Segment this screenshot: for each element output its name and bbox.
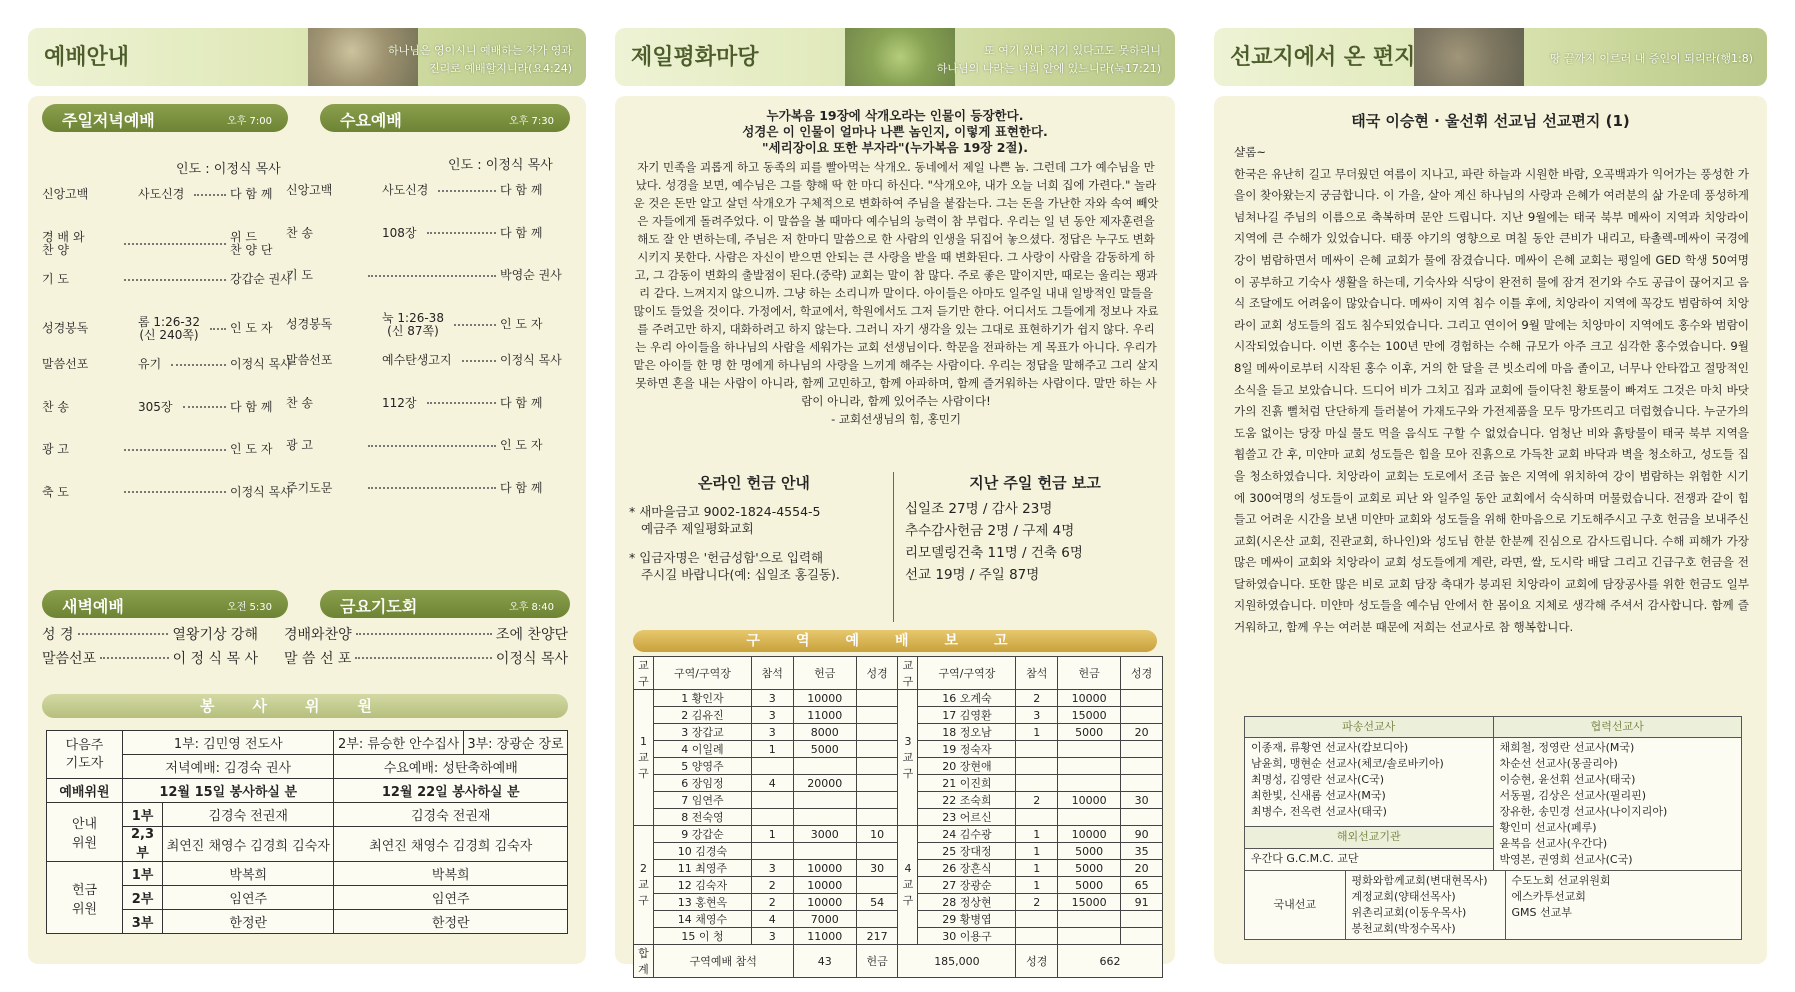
volunteers-title: 봉사위원	[42, 694, 568, 718]
leader-dots	[124, 449, 226, 451]
district-area: 4 교 구	[898, 826, 918, 945]
table-cell: 2	[751, 894, 793, 911]
district-area: 3 교 구	[898, 690, 918, 826]
table-cell: 4 이일례	[654, 741, 752, 758]
order-row	[286, 397, 570, 410]
table-cell: 1	[1016, 860, 1058, 877]
column-header: 헌금	[1058, 657, 1121, 690]
table-cell: 23 어르신	[918, 809, 1016, 826]
order-label: 광 고	[42, 442, 69, 456]
order-item: 305장	[138, 399, 173, 414]
table-cell: 1	[1016, 843, 1058, 860]
table-cell: 30	[1121, 792, 1163, 809]
leader-dots	[210, 328, 226, 330]
order-label: 성경봉독	[286, 317, 333, 331]
order-person: 인 도 자	[500, 317, 543, 331]
peace-panel	[615, 96, 1175, 976]
mission-verse: 땅 끝까지 이르러 내 증인이 되리라(행1:8)	[1549, 52, 1753, 65]
table-cell: 12 김숙자	[654, 877, 752, 894]
table-cell	[1058, 809, 1121, 826]
list-item: 장유한, 송민경 선교사(나이지리아)	[1499, 805, 1668, 818]
total-money: 185,000	[898, 945, 1016, 978]
table-cell	[1016, 928, 1058, 945]
table-cell	[1058, 775, 1121, 792]
leader-dots	[194, 194, 226, 196]
order-person: 다 함 께	[230, 187, 273, 201]
list-item: 평화와함께교회(변대현목사)	[1351, 874, 1488, 887]
table-cell: 11 최영주	[654, 860, 752, 877]
table-cell	[1121, 758, 1163, 775]
table-cell: 10000	[1058, 826, 1121, 843]
table-cell	[1121, 911, 1163, 928]
total-money_label: 헌금	[856, 945, 898, 978]
leader-dots	[462, 360, 496, 362]
leader-dots	[368, 275, 496, 277]
table-cell: 10000	[793, 894, 856, 911]
order-row	[42, 648, 258, 668]
table-cell: 35	[1121, 843, 1163, 860]
order-row	[42, 443, 300, 456]
total-attend_label: 구역예배 참석	[654, 945, 794, 978]
list-item: 최한빛, 신새롬 선교사(M국)	[1251, 789, 1386, 802]
leader-dots	[356, 633, 492, 635]
table-cell: 2 김유진	[654, 707, 752, 724]
table-cell: 10000	[793, 690, 856, 707]
order-label: 찬 송	[286, 225, 313, 240]
table-cell: 13 홍현옥	[654, 894, 752, 911]
table-cell: 5000	[1058, 860, 1121, 877]
list-item: 황인미 선교사(페루)	[1499, 821, 1597, 834]
order-label: 말씀선포	[42, 651, 97, 667]
table-row	[634, 690, 1163, 707]
order-person: 위 드 찬 양 단	[230, 229, 273, 257]
letter-title: 태국 이승현 · 울선휘 선교님 선교편지 (1)	[1351, 112, 1630, 130]
table-cell: 3	[751, 690, 793, 707]
leader-dots	[355, 657, 491, 659]
missionary-table: 파송선교사 협력선교사 이종재, 류황연 선교사(캄보디아) 남윤희, 맹현순 선교사(체코/솔로바키아) 최명성, 김영란 선교사(C국) 최한빛, 신새롬 선교사(M국) 최병수, 전옥련 선교사(태국) 채희철, 정영란 선교사(M국) 차순선 선교사(몽골리아) 이승현, 윤선휘 선교사(태국) 서동필, 김상은 선교사(필리핀) 장유한, 송민경 선교사(나이지리아) 황인미 선교사(페루) 윤복음 선교사(우간다) 박영본, 권영희 선교사(C국) 해외선교기관 우간다 G.C.M.C. 교단 국내선교 평화와함께교회(변대현목사) 계정교회(양태선목사) 위촌리교회(이동우목사) 봉천교회(박정수목사) 수도노회 선교위원회 에스카투선교회 GMS 선교부	[1244, 716, 1742, 940]
leader-dots	[78, 633, 169, 635]
leader-dots	[124, 279, 226, 281]
list-item: 이종재, 류황연 선교사(캄보디아)	[1251, 741, 1409, 754]
table-cell	[856, 707, 898, 724]
table-cell	[793, 758, 856, 775]
domestic-missions: 국내선교 평화와함께교회(변대현목사) 계정교회(양태선목사) 위촌리교회(이동우목사) 봉천교회(박정수목사) 수도노회 선교위원회 에스카투선교회 GMS 선교부	[1245, 871, 1741, 939]
table-cell: 2	[1016, 690, 1058, 707]
list-item: 수도노회 선교위원회	[1511, 874, 1611, 887]
column-header: 성경	[856, 657, 898, 690]
column-header: 교구	[634, 657, 654, 690]
column-header: 성경	[1121, 657, 1163, 690]
table-cell: 3	[1016, 707, 1058, 724]
table-cell: 90	[1121, 826, 1163, 843]
table-cell: 9 강갑순	[654, 826, 752, 843]
order-label: 말씀선포	[286, 353, 333, 367]
list-item: 서동필, 김상은 선교사(필리핀)	[1499, 789, 1647, 802]
table-cell	[856, 911, 898, 928]
peace-verse: 또 여기 있다 저기 있다고도 못하리니 하나님의 나라는 너희 안에 있느니라(눅17:21)	[936, 44, 1161, 75]
worship-column	[28, 28, 586, 931]
table-cell	[856, 758, 898, 775]
order-row	[284, 624, 568, 644]
total-label: 합계	[634, 945, 654, 978]
table-cell: 26 장흔식	[918, 860, 1016, 877]
table-cell: 54	[856, 894, 898, 911]
header-photo	[1414, 28, 1524, 86]
table-cell: 21 이진희	[918, 775, 1016, 792]
table-cell: 8 전숙영	[654, 809, 752, 826]
order-item: 사도신경	[382, 183, 429, 197]
table-cell: 7 임연주	[654, 792, 752, 809]
table-cell: 1	[1016, 877, 1058, 894]
order-person: 열왕기상 강해	[172, 627, 258, 643]
table-cell: 15 이 청	[654, 928, 752, 945]
table-cell	[1016, 911, 1058, 928]
district-title: 구역예배보고	[633, 630, 1157, 652]
order-person: 박영순 권사	[500, 268, 562, 282]
order-row	[286, 482, 570, 495]
table-cell: 217	[856, 928, 898, 945]
table-cell	[1121, 809, 1163, 826]
worship-panel	[28, 96, 586, 964]
list-item: 위촌리교회(이동우목사)	[1351, 906, 1467, 919]
leader-dots	[427, 232, 497, 234]
list-item: 차순선 선교사(몽골리아)	[1499, 757, 1618, 770]
table-cell: 10000	[793, 877, 856, 894]
partner-missionaries	[1493, 738, 1742, 871]
table-cell: 22 조숙희	[918, 792, 1016, 809]
table-cell	[1058, 928, 1121, 945]
mission-panel	[1214, 96, 1767, 964]
table-cell: 10 김경숙	[654, 843, 752, 860]
list-item: 이승현, 윤선휘 선교사(태국)	[1499, 773, 1636, 786]
order-person: 다 함 께	[500, 225, 543, 240]
list-item: 최명성, 김영란 선교사(C국)	[1251, 773, 1385, 786]
peace-title: 제일평화마당	[631, 45, 759, 70]
order-label: 성경봉독	[42, 321, 89, 335]
order-row	[42, 486, 300, 499]
leader-dots	[427, 402, 497, 404]
list-item: 윤복음 선교사(우간다)	[1499, 837, 1608, 850]
dawn-pill: 새벽예배 오전 5:30	[42, 590, 288, 618]
order-row	[286, 184, 570, 197]
order-item: 눅 1:26-38 (신 87쪽)	[382, 310, 444, 338]
order-item: 유기	[138, 357, 162, 371]
sunday-evening-pill: 주일저녁예배 오후 7:00	[42, 104, 288, 132]
mission-title: 선교지에서 온 편지	[1230, 45, 1416, 70]
table-cell: 11000	[793, 928, 856, 945]
order-row	[286, 354, 570, 367]
order-label: 경배와찬양	[284, 627, 352, 643]
table-cell: 30 이용구	[918, 928, 1016, 945]
table-cell: 8000	[793, 724, 856, 741]
order-label: 찬 송	[286, 395, 313, 410]
list-item: GMS 선교부	[1511, 906, 1572, 919]
table-cell: 2	[1016, 894, 1058, 911]
table-cell	[856, 724, 898, 741]
leader-dots	[100, 657, 168, 659]
order-row	[42, 358, 300, 371]
table-cell: 27 장광순	[918, 877, 1016, 894]
table-cell	[1058, 911, 1121, 928]
table-cell	[1058, 741, 1121, 758]
offering-report: 지난 주일 헌금 보고 십일조 27명 / 감사 23명 추수감사헌금 2명 / 구제 4명 리모델링건축 11명 / 건축 6명 선교 19명 / 주일 87명	[905, 474, 1101, 583]
table-cell	[1016, 775, 1058, 792]
table-cell: 10000	[793, 860, 856, 877]
table-cell	[856, 843, 898, 860]
table-cell	[751, 809, 793, 826]
order-item: 사도신경	[138, 187, 185, 201]
mission-header	[1214, 28, 1767, 86]
list-item: 남윤희, 맹현순 선교사(체코/솔로바키아)	[1251, 757, 1444, 770]
table-cell: 25 장대정	[918, 843, 1016, 860]
table-cell: 15000	[1058, 707, 1121, 724]
table-cell: 3	[751, 928, 793, 945]
table-cell: 10000	[1058, 792, 1121, 809]
order-row	[286, 269, 570, 282]
order-item: 롬 1:26-32 (신 240쪽)	[138, 314, 200, 342]
order-person: 인 도 자	[500, 438, 543, 452]
table-cell: 18 정오남	[918, 724, 1016, 741]
order-label: 말씀선포	[42, 357, 89, 371]
order-person: 다 함 께	[500, 183, 543, 197]
leader-dots	[124, 243, 226, 245]
friday-pill: 금요기도회 오후 8:40	[320, 590, 570, 618]
peace-header	[615, 28, 1175, 86]
order-label: 성 경	[42, 627, 74, 643]
table-cell: 5000	[1058, 877, 1121, 894]
mission-column	[1214, 28, 1767, 935]
table-cell	[856, 775, 898, 792]
table-cell: 6 장임정	[654, 775, 752, 792]
column-header: 헌금	[793, 657, 856, 690]
table-cell	[856, 690, 898, 707]
order-row	[42, 273, 300, 286]
worship-verse: 하나님은 영이시니 예배하는 자가 영과 진리로 예배할지니라(요4:24)	[387, 44, 572, 75]
table-cell	[1121, 690, 1163, 707]
order-person: 다 함 께	[500, 395, 543, 410]
table-cell: 3	[751, 707, 793, 724]
table-cell	[1121, 775, 1163, 792]
table-cell: 1 황인자	[654, 690, 752, 707]
table-cell: 3	[751, 724, 793, 741]
order-person: 이정식 목사	[230, 484, 292, 499]
order-person: 이정식 목사	[500, 353, 562, 367]
order-row	[42, 624, 258, 644]
order-person: 이정식 목사	[495, 651, 568, 667]
column-header: 교구	[898, 657, 918, 690]
table-cell: 5 양영주	[654, 758, 752, 775]
list-item: 채희철, 정영란 선교사(M국)	[1499, 741, 1635, 754]
order-row	[42, 316, 300, 342]
order-label: 광 고	[286, 438, 313, 452]
order-row	[286, 312, 570, 338]
order-item: 예수탄생고지	[382, 353, 452, 367]
table-cell: 1	[751, 741, 793, 758]
table-cell	[856, 877, 898, 894]
table-cell: 17 김영환	[918, 707, 1016, 724]
district-table	[633, 656, 1163, 978]
peace-article: 자기 민족을 괴롭게 하고 동족의 피를 빨아먹는 삭개오. 동네에서 제일 나쁜 놈. 그런데 그가 예수님을 만났다. 성경을 보면, 예수님은 그를 향해 딱 한 마디 하신다. "삭개오야, 내가 오늘 너희 집에 가련다." 놀라운 것은 돈만 알고 살던 삭개오가 구체적으로 변화하여 주님을 붙잡는다. 그는 돈을 가난한 자와 속여 빼앗은 자들에게 돌려주었다. 이 말씀을 볼 때마다 예수님의 능력이 참 부럽다. 우리는 일 년 동안 제자훈련을 해도 잘 안 변하는데, 주님은 저 한마디 말씀으로 한 사람의 인생을 뒤집어 놓으셨다. 정답은 누구도 변화시키지 못한다. 사람은 자신이 받으면 안되는 큰 사랑을 받을 때 변화된다. 그 사랑이 사람을 감동하게 하고, 그 감동이 변화의 출발점이 된다.(중략) 교회는 말이 참 많다. 주로 좋은 말이지만, 때로는 울리는 꽹과리 같다. 느껴지지 않으니까. 그냥 하는 소리니까 말이다. 아이들은 아마도 일주일 내내 일방적인 말들을 많이도 들었을 것이다. 가정에서, 학교에서, 학원에서도 그저 듣기만 한다. 어디서도 그들에게 정보나 자료를 주려고만 하지, 대화하려고 하지 않는다. 그러니 자기 생각을 있는 그대로 표현하기가 쉽지 않다. 우리는 우리 아이들을 하나님의 사람을 세워가는 교회 선생님이다. 학문을 전파하는 게 목표가 아니다. 우리가 맡은 아이들 한 명 한 명에게 하나님의 사랑을 느끼게 해주는 사람이다. 우리는 정답을 말해주고 그리 살지 못하면 혼을 내는 사람이 아니라, 함께 고민하고, 함께 아파하며, 함께 즐거워하는 사람이다. 말만 하는 사람이 아니라, 함께 있어주는 사람이다! - 교회선생님의 힘, 홍민기	[633, 160, 1159, 426]
order-row	[42, 188, 300, 201]
table-cell: 1	[1016, 724, 1058, 741]
order-row	[42, 401, 300, 414]
online-offering: 온라인 헌금 안내 * 새마을금고 9002-1824-4554-5 예금주 제일평화교회 * 입금자명은 '헌금성함'으로 입력해 주시길 바랍니다(예: 십일조 홍길동).	[629, 474, 840, 582]
order-item: 108장	[382, 225, 417, 240]
order-label: 신앙고백	[286, 183, 333, 197]
order-label: 신앙고백	[42, 187, 89, 201]
table-cell: 4	[751, 775, 793, 792]
sunday-leader: 인도 : 이정식 목사	[176, 162, 281, 177]
table-cell	[793, 792, 856, 809]
district-area: 2 교 구	[634, 826, 654, 945]
order-person: 이 정 식 목 사	[172, 651, 258, 667]
leader-dots	[368, 445, 496, 447]
list-item: 에스카투선교회	[1511, 890, 1586, 903]
order-person: 강갑순 권사	[230, 272, 292, 286]
table-cell: 2	[751, 877, 793, 894]
leader-dots	[124, 491, 226, 493]
table-cell	[751, 843, 793, 860]
order-item: 112장	[382, 395, 417, 410]
order-person: 인 도 자	[230, 442, 273, 456]
table-cell: 91	[1121, 894, 1163, 911]
list-item: 봉천교회(박정수목사)	[1351, 922, 1456, 935]
table-cell: 29 황병엽	[918, 911, 1016, 928]
list-item: 박영본, 권영희 선교사(C국)	[1499, 853, 1633, 866]
divider	[893, 472, 894, 622]
table-cell	[1121, 707, 1163, 724]
table-cell	[751, 792, 793, 809]
column-header: 구역/구역장	[654, 657, 752, 690]
table-cell	[1121, 741, 1163, 758]
table-cell: 20000	[793, 775, 856, 792]
order-person: 조에 찬양단	[495, 627, 568, 643]
table-cell	[1016, 758, 1058, 775]
order-person: 인 도 자	[230, 321, 273, 335]
list-item: 최병수, 전옥련 선교사(태국)	[1251, 805, 1387, 818]
table-cell: 24 김수광	[918, 826, 1016, 843]
totals-row	[634, 945, 1163, 978]
table-cell: 20	[1121, 724, 1163, 741]
table-cell	[1058, 758, 1121, 775]
table-cell: 3 장갑교	[654, 724, 752, 741]
order-row	[286, 227, 570, 240]
volunteers-table: 다음주 기도자 1부: 김민영 전도사 2부: 류승한 안수집사 3부: 장광순 장로 저녁예배: 김경숙 권사 수요예배: 성탄축하예배 예배위원 12월 15일 봉사하실 분 12월 22일 봉사하실 분 안내 위원 1부 김경숙 전권재 김경숙 전권재 2,3부 최연진 채영수 김경희 김숙자 최연진 채영수 김경희 김숙자 헌금 위원 1부 박복희 박복희 2부 임연주 임연주 3부 한정란 한정란	[46, 730, 568, 934]
table-cell: 11000	[793, 707, 856, 724]
order-row	[42, 231, 300, 257]
leader-dots	[183, 406, 227, 408]
table-cell: 28 정상현	[918, 894, 1016, 911]
order-label: 기 도	[42, 272, 69, 286]
leader-dots	[368, 487, 496, 489]
table-cell: 10	[856, 826, 898, 843]
sent-missionaries	[1245, 738, 1494, 827]
table-cell: 10000	[1058, 690, 1121, 707]
wednesday-pill: 수요예배 오후 7:30	[320, 104, 570, 132]
table-cell: 5000	[1058, 843, 1121, 860]
order-person: 다 함 께	[230, 399, 273, 414]
total-attend: 43	[793, 945, 856, 978]
table-cell: 65	[1121, 877, 1163, 894]
order-person: 다 함 께	[500, 480, 543, 495]
table-cell: 20	[1121, 860, 1163, 877]
table-cell	[1016, 741, 1058, 758]
order-label: 축 도	[42, 484, 69, 499]
wednesday-leader: 인도 : 이정식 목사	[448, 158, 553, 173]
leader-dots	[171, 364, 226, 366]
table-cell	[856, 741, 898, 758]
table-cell	[1121, 928, 1163, 945]
column-header: 구역/구역장	[918, 657, 1016, 690]
table-cell: 3	[751, 860, 793, 877]
table-cell: 1	[751, 826, 793, 843]
table-cell: 19 정숙자	[918, 741, 1016, 758]
order-row	[284, 648, 568, 668]
peace-intro: 누가복음 19장에 삭개오라는 인물이 등장한다. 성경은 이 인물이 얼마나 나쁜 놈인지, 이렇게 표현한다. "세리장이요 또한 부자라"(누가복음 19장 2절).	[742, 108, 1048, 155]
table-cell	[856, 809, 898, 826]
peace-column	[615, 28, 1175, 976]
worship-title: 예배안내	[44, 45, 130, 70]
leader-dots	[454, 324, 496, 326]
leader-dots	[438, 190, 496, 192]
table-cell	[793, 809, 856, 826]
table-row	[634, 826, 1163, 843]
order-person: 이정식 목사	[230, 357, 292, 371]
table-cell: 5000	[793, 741, 856, 758]
list-item: 계정교회(양태선목사)	[1351, 890, 1456, 903]
table-cell: 1	[1016, 826, 1058, 843]
table-cell: 20 장현애	[918, 758, 1016, 775]
worship-header	[28, 28, 586, 86]
table-cell	[793, 843, 856, 860]
table-cell: 5000	[1058, 724, 1121, 741]
table-cell: 4	[751, 911, 793, 928]
table-cell: 14 채영수	[654, 911, 752, 928]
total-bible: 662	[1058, 945, 1163, 978]
table-cell	[1016, 809, 1058, 826]
column-header: 참석	[1016, 657, 1058, 690]
table-cell	[856, 792, 898, 809]
table-cell: 2	[1016, 792, 1058, 809]
letter-body: 샬롬~ 한국은 유난히 길고 무더웠던 여름이 지나고, 파란 하늘과 시원한 바람, 오곡백과가 익어가는 풍성한 가을이 찾아왔는지 궁금합니다. 이 가을, 살아 계신 하나님의 사랑과 은혜가 여러분의 삶 가운데 풍성하게 넘쳐나길 주님의 이름으로 축복하며 문안 드립니다. 지난 9월에는 태국 북부 메싸이 지역과 치앙라이 지역에 큰 수해가 있었습니다. 태풍 야기의 영향으로 며칠 동안 큰비가 내리고, 타촐렉-메싸이 국경에 강이 범람하면서 메싸이 은혜 교회가 물에 잠겼습니다. 메싸이 은혜 교회는 평일에 GED 학생 50여명이 공부하고 기숙사 생활을 하는데, 기숙사와 식당이 완전히 물에 잠겨 전기와 수도 공급이 끊어지고 음식 조달에도 어려움이 많았습니다. 메싸이 지역 침수 이틀 후에, 치앙라이 지역에 꼭강도 범람하여 치앙라이 교회 성도들의 집도 침수되었습니다. 그리고 연이어 9월 말에는 치앙마이 지역에도 홍수와 범람이 시작되었습니다. 이번 홍수는 100년 만에 경험하는 수해 규모가 아주 크고 심각한 홍수였습니다. 9월 8일 메싸이로부터 시작된 홍수 이후, 거의 한 달을 큰 빗소리에 마음 졸이고, 너무나 안타깝고 절망적인 소식을 듣고 보았습니다. 드디어 비가 그치고 집과 교회에 들이닥친 황토물이 빠져도 그것은 마치 바닷가의 진흙 뻘처럼 단단하게 들러붙어 가재도구와 가전제품을 모두 망가뜨리고 더럽혔습니다. 누군가의 도움 없이는 당장 마실 물도 먹을 음식도 구할 수 없었습니다. 엄청난 비와 흙탕물이 태국 북부 지역을 휩쓸고 간 후, 미얀마 교회 성도들은 힘을 모아 진흙으로 가득찬 교회 바닥과 벽을 청소하고, 성도들 집을 청소하였습니다. 치앙라이 교회는 도로에서 조금 높은 지역에 위치하여 강이 범람하는 위험한 시기에 300여명의 성도들이 교회로 피난 와 일주일 동안 교회에서 숙식하며 머물렀습니다. 전쟁과 같이 힘들고 어려운 시간을 보낸 미얀마 교회와 성도들을 위해 한마음으로 기도해주시고 구호 헌금을 보내주신 교회(시온산 교회, 진관교회, 하나인)와 성도님 한분 한분께 진심으로 감사드립니다. 수해 피해가 가장 많은 메싸이 교회와 치앙라이 교회 성도들에게 계란, 라면, 쌀, 도시락 배달 그리고 긴급구호 헌금을 전달하였습니다. 또한 많은 비로 교회 담장 축대가 붕괴된 치앙라이 교회에 담장공사를 위한 헌금도 일부 지원하였습니다. 미얀마 성도들을 예수님 안에서 한 몸이요 지체로 생각해 주셔서 감사합니다. 함께 즐거워하고, 함께 우는 여러분 때문에 저희는 선교사로 참 행복합니다.	[1234, 145, 1749, 635]
table-cell: 15000	[1058, 894, 1121, 911]
district-area: 1 교 구	[634, 690, 654, 826]
table-cell: 7000	[793, 911, 856, 928]
table-cell	[751, 758, 793, 775]
order-row	[286, 439, 570, 452]
table-cell: 3000	[793, 826, 856, 843]
table-cell: 16 오계숙	[918, 690, 1016, 707]
order-label: 찬 송	[42, 399, 69, 414]
column-header: 참석	[751, 657, 793, 690]
order-label: 말 씀 선 포	[284, 651, 352, 667]
table-cell: 30	[856, 860, 898, 877]
order-label: 기 도	[286, 268, 313, 282]
total-bible_label: 성경	[1016, 945, 1058, 978]
order-label: 경 배 와 찬 양	[42, 229, 85, 257]
order-label: 주기도문	[286, 480, 333, 495]
